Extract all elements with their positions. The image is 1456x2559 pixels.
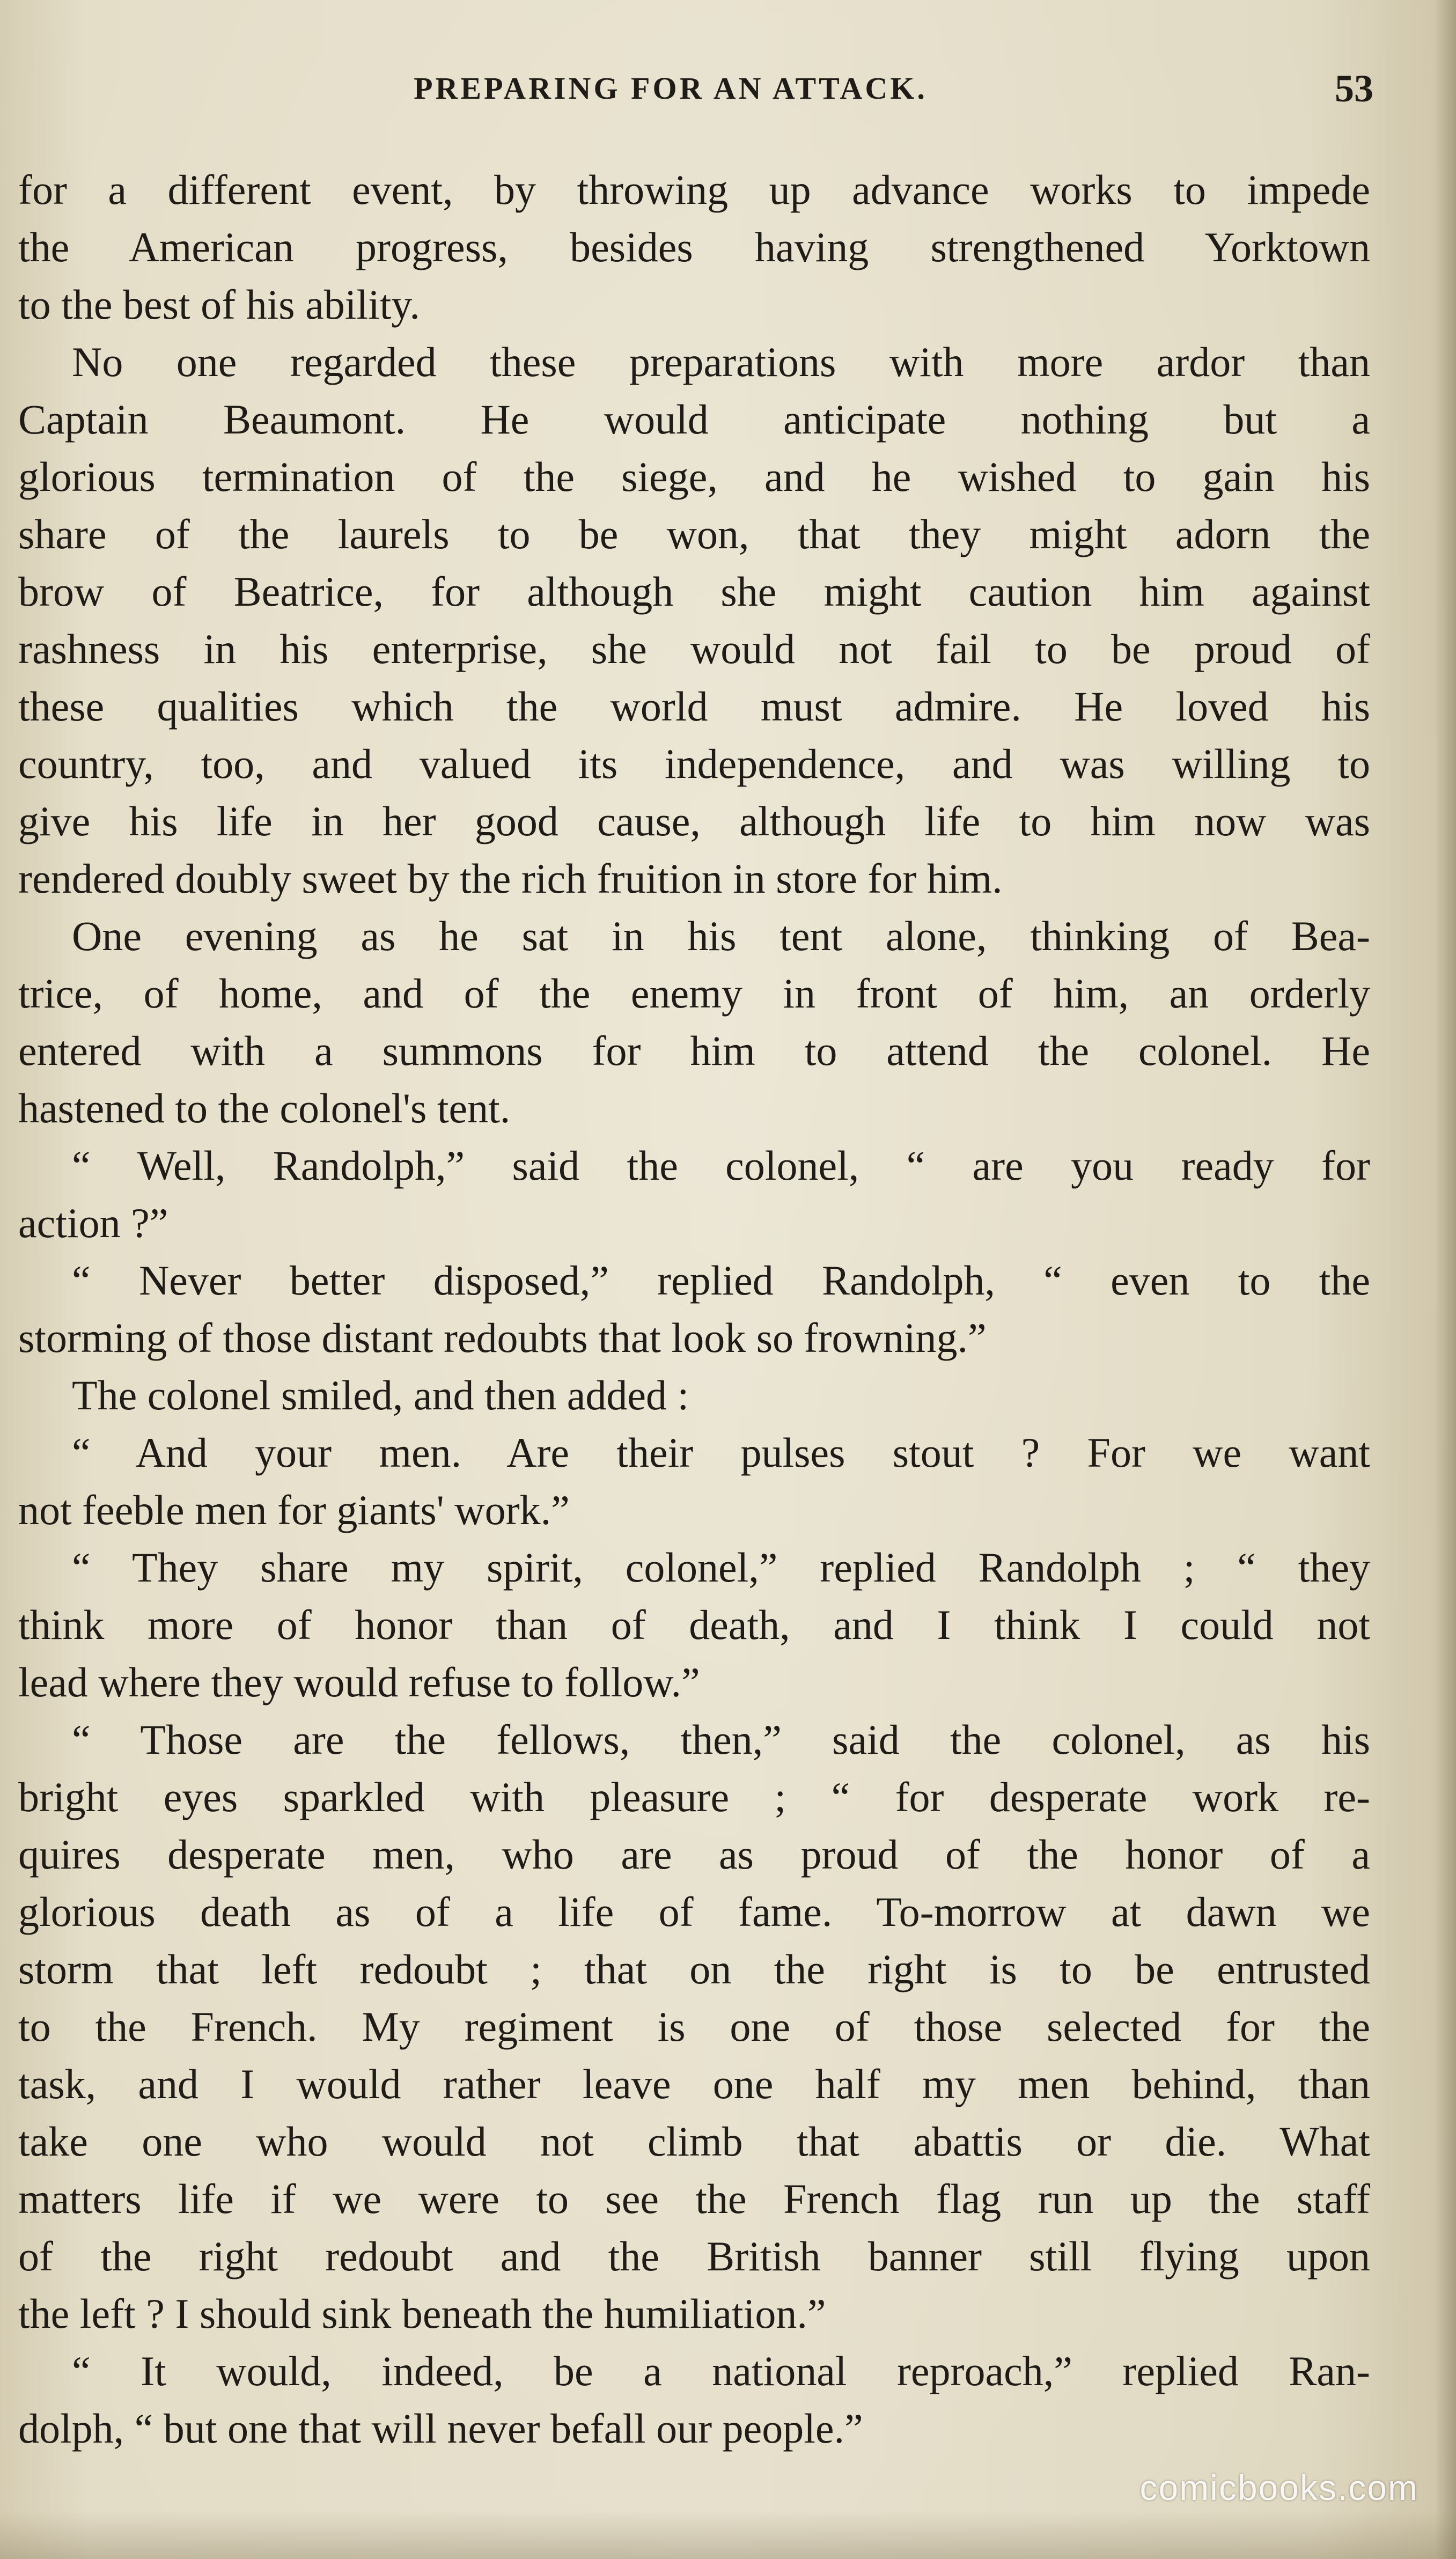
page-edge-shadow [1435, 0, 1456, 2559]
text-line: rendered doubly sweet by the rich fruition in store for him. [18, 855, 1003, 902]
text-line: entered with a summons for him to attend the colonel. He [18, 1027, 1370, 1074]
text-line: One evening as he sat in his tent alone, thinking of Bea- [72, 913, 1370, 959]
text-line: dolph, “ but one that will never befall our people.” [18, 2405, 863, 2452]
text-line: matters life if we were to see the French flag run up the staff [18, 2175, 1370, 2222]
page-number: 53 [1335, 67, 1373, 110]
text-line: storming of those distant redoubts that look so frowning.” [18, 1314, 987, 1361]
text-line: brow of Beatrice, for although she might caution him against [18, 568, 1370, 615]
text-line: trice, of home, and of the enemy in front of him, an orderly [18, 970, 1370, 1017]
text-line: think more of honor than of death, and I think I could not [18, 1601, 1370, 1648]
text-line: rashness in his enterprise, she would not fail to be proud of [18, 626, 1370, 672]
text-line: “ They share my spirit, colonel,” replied Randolph ; “ they [72, 1544, 1370, 1591]
text-line: “ It would, indeed, be a national reproach,” replied Ran- [72, 2348, 1370, 2394]
text-line: The colonel smiled, and then added : [72, 1372, 689, 1418]
text-line: glorious termination of the siege, and he wished to gain his [18, 453, 1370, 500]
text-line: to the French. My regiment is one of those selected for the [18, 2003, 1370, 2050]
text-line: “ And your men. Are their pulses stout ? For we want [72, 1429, 1370, 1476]
text-line: not feeble men for giants' work.” [18, 1487, 570, 1533]
text-line: storm that left redoubt ; that on the right is to be entrusted [18, 1946, 1370, 1992]
text-line: give his life in her good cause, although life to him now was [18, 798, 1370, 844]
text-line: of the right redoubt and the British banner still flying upon [18, 2233, 1370, 2279]
text-line: take one who would not climb that abattis or die. What [18, 2118, 1370, 2165]
site-watermark: comicbooks.com [1139, 2468, 1418, 2507]
text-line: to the best of his ability. [18, 281, 420, 328]
text-line: glorious death as of a life of fame. To-morrow at dawn we [18, 1888, 1370, 1935]
text-line: bright eyes sparkled with pleasure ; “ for desperate work re- [18, 1774, 1370, 1820]
text-line: No one regarded these preparations with more ardor than [72, 339, 1370, 385]
text-line: task, and I would rather leave one half my men behind, than [18, 2061, 1370, 2107]
text-line: hastened to the colonel's tent. [18, 1085, 511, 1131]
text-line: country, too, and valued its independence, and was willing to [18, 740, 1370, 787]
text-line: the American progress, besides having strengthened Yorktown [18, 224, 1370, 270]
text-line: “ Never better disposed,” replied Randolph, “ even to the [72, 1257, 1370, 1304]
body-text [18, 161, 1370, 2457]
text-line: these qualities which the world must admire. He loved his [18, 683, 1370, 730]
text-line: action ?” [18, 1200, 168, 1246]
text-line: share of the laurels to be won, that they might adorn the [18, 511, 1370, 557]
text-line: “ Those are the fellows, then,” said the colonel, as his [72, 1716, 1370, 1763]
text-line: quires desperate men, who are as proud of the honor of a [18, 1831, 1370, 1878]
text-line: lead where they would refuse to follow.” [18, 1659, 700, 1705]
text-line: “ Well, Randolph,” said the colonel, “ are you ready for [72, 1142, 1370, 1189]
running-head [0, 59, 1456, 118]
text-line: Captain Beaumont. He would anticipate nothing but a [18, 396, 1370, 443]
running-title: PREPARING FOR AN ATTACK. [414, 71, 928, 106]
text-line: for a different event, by throwing up advance works to impede [18, 166, 1370, 213]
text-line: the left ? I should sink beneath the humiliation.” [18, 2290, 826, 2337]
page-bottom-shadow [0, 2511, 1456, 2559]
